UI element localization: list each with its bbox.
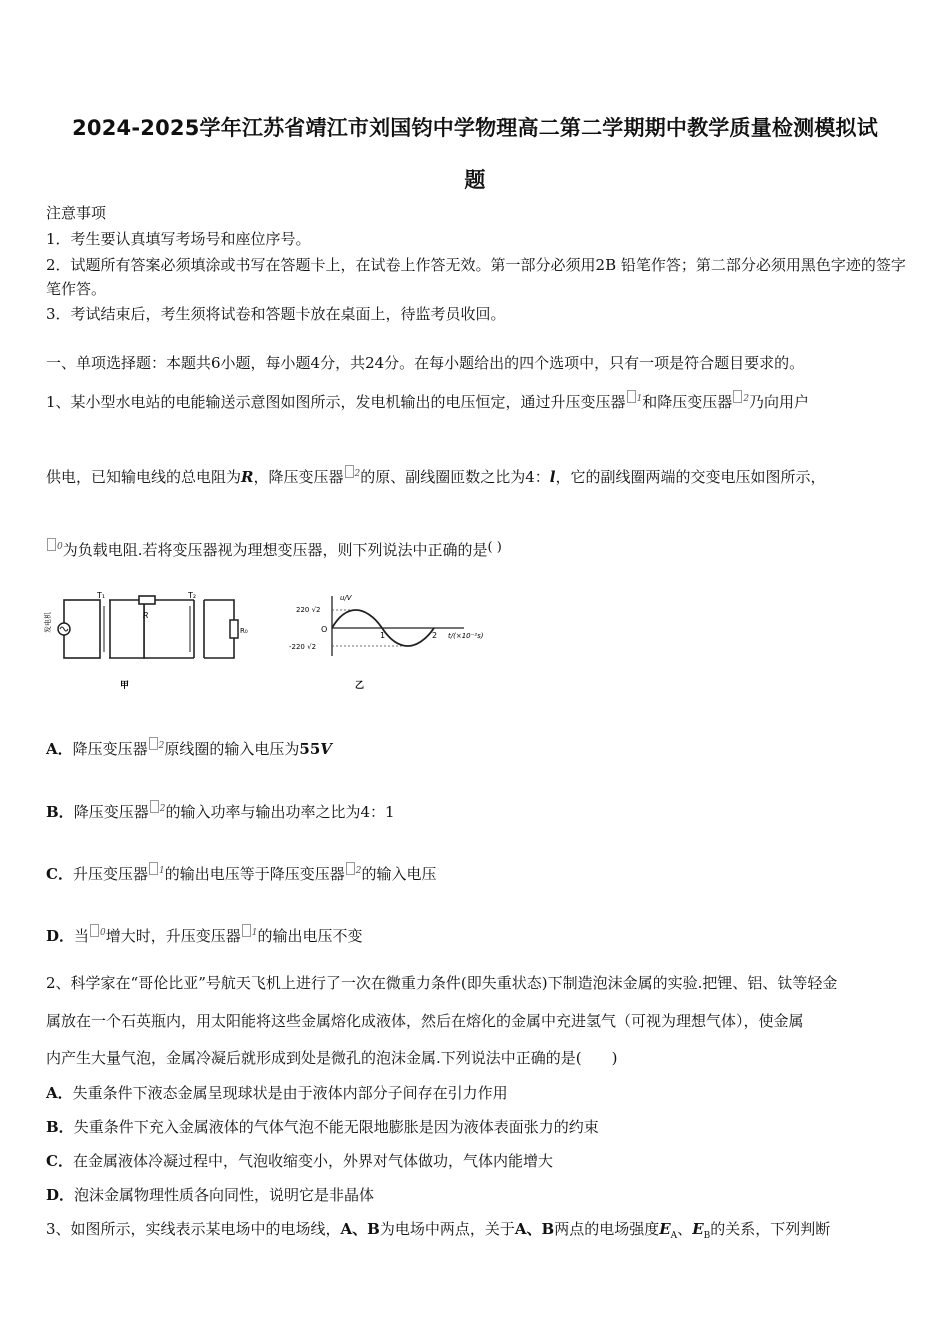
notice-item-2: 2．试题所有答案必须填涂或书写在答题卡上，在试卷上作答无效。第一部分必须用2B 铅笔作答；第二部分必须用黑色字迹的签字笔作答。 <box>46 256 906 298</box>
t1-label: T₁ <box>97 591 106 600</box>
x-tick-2: 2 <box>432 631 438 640</box>
y-tick-neg: -220 √2 <box>289 643 317 651</box>
notice-item-1: 1．考生要认真填写考场号和座位序号。 <box>46 230 311 248</box>
q2-option-a: A．失重条件下液态金属呈现球状是由于液体内部分子间存在引力作用 <box>46 1084 508 1102</box>
missing-formula-icon <box>90 924 99 937</box>
voltage-waveform-plot <box>289 594 484 691</box>
q1-figure <box>44 588 504 693</box>
missing-formula-icon <box>149 862 158 875</box>
origin-label: O <box>321 625 328 634</box>
q1-line3: $^0$为负载电阻.若将变压器视为理想变压器，则下列说法中正确的是( ) <box>46 538 502 560</box>
doc-title-line2: 题 <box>464 168 486 192</box>
generator-label: 发电机 <box>44 612 52 633</box>
q3-line1: 3、如图所示，实线表示某电场中的电场线，A、B为电场中两点，关于A、B两点的电场强度$E_A$、$E_B$的关系，下列判断 <box>46 1220 831 1241</box>
q1-option-c: C．升压变压器 $^1$的输出电压等于降压变压器 $^2$的输入电压 <box>46 862 436 884</box>
q2-option-c: C．在金属液体冷凝过程中，气泡收缩变小，外界对气体做功，气体内能增大 <box>46 1152 553 1170</box>
y-tick-pos: 220 √2 <box>296 606 321 614</box>
x-tick-1: 1 <box>380 631 386 640</box>
section-heading: 一、单项选择题：本题共6小题，每小题4分，共24分。在每小题给出的四个选项中，只有一项是符合题目要求的。 <box>46 354 805 372</box>
fig-left-caption: 甲 <box>120 681 130 691</box>
r-label: R <box>143 611 149 620</box>
missing-formula-icon <box>242 924 251 937</box>
q2-line3: 内产生大量气泡，金属冷凝后就形成到处是微孔的泡沫金属.下列说法中正确的是( ) <box>46 1049 618 1067</box>
q1-option-d: D．当 $^0$增大时，升压变压器 $^1$的输出电压不变 <box>46 924 363 946</box>
missing-formula-icon <box>47 538 56 551</box>
q2-line1: 2、科学家在“哥伦比亚”号航天飞机上进行了一次在微重力条件(即失重状态)下制造泡沫金属的实验.把锂、铝、钛等轻金 <box>46 974 838 992</box>
fig-right-caption: 乙 <box>355 681 365 691</box>
doc-title-line1: 2024-2025学年江苏省靖江市刘国钧中学物理高二第二学期期中教学质量检测模拟试 <box>72 116 878 140</box>
x-axis-label: t/(×10⁻²s) <box>448 632 484 640</box>
transmission-circuit <box>64 596 234 658</box>
missing-formula-icon <box>345 465 354 478</box>
missing-formula-icon <box>733 390 742 403</box>
missing-formula-icon <box>346 862 355 875</box>
q2-line2: 属放在一个石英瓶内，用太阳能将这些金属熔化成液体，然后在熔化的金属中充进氢气（可视为理想气体），使金属 <box>46 1012 804 1030</box>
q2-option-b: B．失重条件下充入金属液体的气体气泡不能无限地膨胀是因为液体表面张力的约束 <box>46 1118 599 1136</box>
q1-line2: 供电，已知输电线的总电阻为R，降压变压器 $^2$的原、副线圈匝数之比为4：l，它的副线圈两端的交变电压如图所示， <box>46 465 826 487</box>
t2-label: T₂ <box>188 591 197 600</box>
missing-formula-icon <box>627 390 636 403</box>
notice-item-3: 3．考试结束后，考生须将试卷和答题卡放在桌面上，待监考员收回。 <box>46 305 506 323</box>
q2-option-d: D．泡沫金属物理性质各向同性，说明它是非晶体 <box>46 1186 375 1204</box>
q1-line1: 1、某小型水电站的电能输送示意图如图所示，发电机输出的电压恒定，通过升压变压器 $^1$和降压变压器 $^2$乃向用户 <box>46 390 809 412</box>
r0-label: R₀ <box>240 627 248 635</box>
notice-heading: 注意事项 <box>46 204 107 222</box>
q1-option-b: B．降压变压器 $^2$的输入功率与输出功率之比为4：1 <box>46 800 395 822</box>
missing-formula-icon <box>149 737 158 750</box>
load-resistor-icon <box>230 620 238 638</box>
missing-formula-icon <box>150 800 159 813</box>
q1-option-a: A．降压变压器 $^2$原线圈的输入电压为55V <box>46 737 332 759</box>
y-axis-label: u/V <box>340 594 352 602</box>
